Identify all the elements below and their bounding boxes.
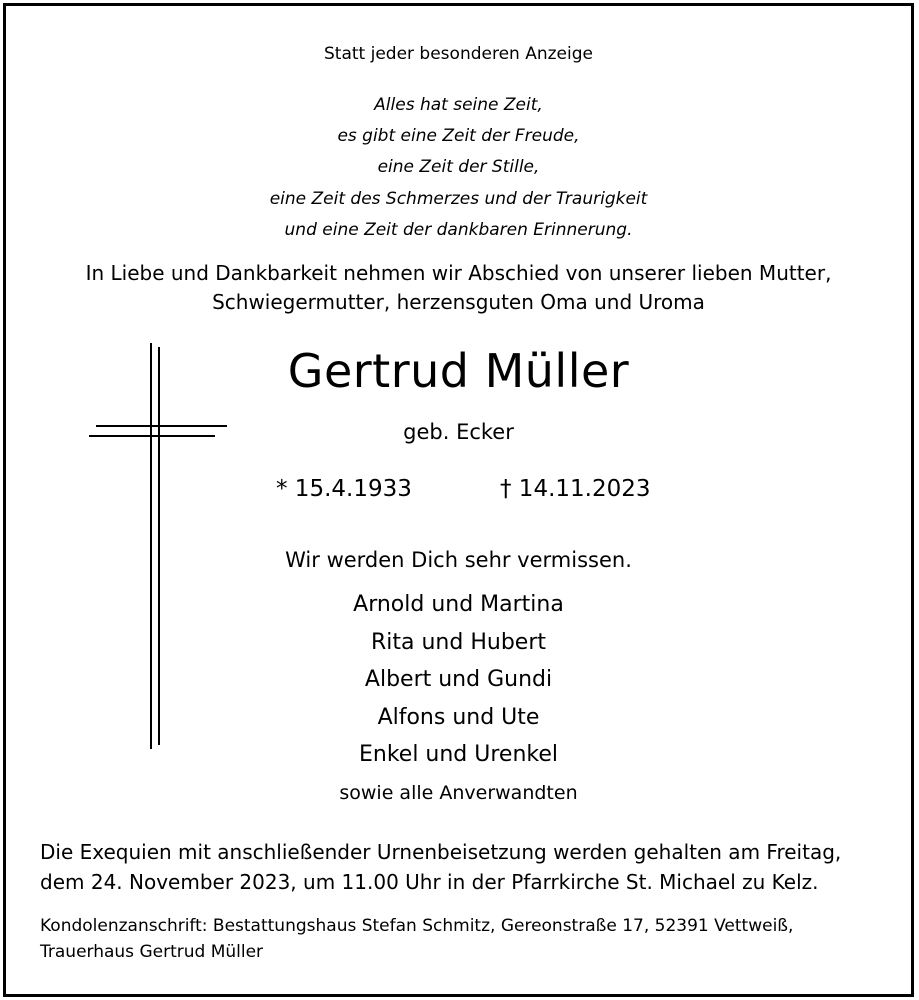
- condolence-line: Trauerhaus Gertrud Müller: [40, 942, 264, 962]
- exequies-line: dem 24. November 2023, um 11.00 Uhr in der Pfarrkirche St. Michael zu Kelz.: [40, 870, 819, 894]
- poem-line: es gibt eine Zeit der Freude,: [337, 126, 580, 146]
- poem-line: eine Zeit des Schmerzes und der Traurigkeit: [269, 189, 648, 209]
- family-member: Rita und Hubert: [370, 630, 546, 655]
- relatives-line: sowie alle Anverwandten: [339, 782, 578, 804]
- family-member: Enkel und Urenkel: [358, 742, 559, 767]
- farewell-message: Wir werden Dich sehr vermissen.: [285, 548, 632, 572]
- poem-line: und eine Zeit der dankbaren Erinnerung.: [284, 220, 633, 240]
- intro-line: In Liebe und Dankbarkeit nehmen wir Abschied von unserer lieben Mutter,: [85, 261, 832, 285]
- family-member: Albert und Gundi: [364, 667, 553, 692]
- deceased-name: Gertrud Müller: [287, 344, 630, 398]
- intro-line: Schwiegermutter, herzensguten Oma und Uroma: [212, 290, 705, 314]
- birth-name: geb. Ecker: [403, 420, 514, 444]
- birth-date: * 15.4.1933: [276, 476, 412, 502]
- exequies-line: Die Exequien mit anschließender Urnenbeisetzung werden gehalten am Freitag,: [40, 840, 842, 864]
- family-member: Arnold und Martina: [353, 592, 564, 617]
- poem-line: eine Zeit der Stille,: [377, 157, 540, 177]
- obituary-notice: [3, 3, 914, 997]
- poem-line: Alles hat seine Zeit,: [374, 95, 543, 115]
- header-line: Statt jeder besonderen Anzeige: [324, 44, 593, 64]
- condolence-line: Kondolenzanschrift: Bestattungshaus Stefan Schmitz, Gereonstraße 17, 52391 Vettweiß,: [40, 916, 794, 936]
- death-date: † 14.11.2023: [500, 476, 651, 502]
- family-member: Alfons und Ute: [377, 705, 540, 730]
